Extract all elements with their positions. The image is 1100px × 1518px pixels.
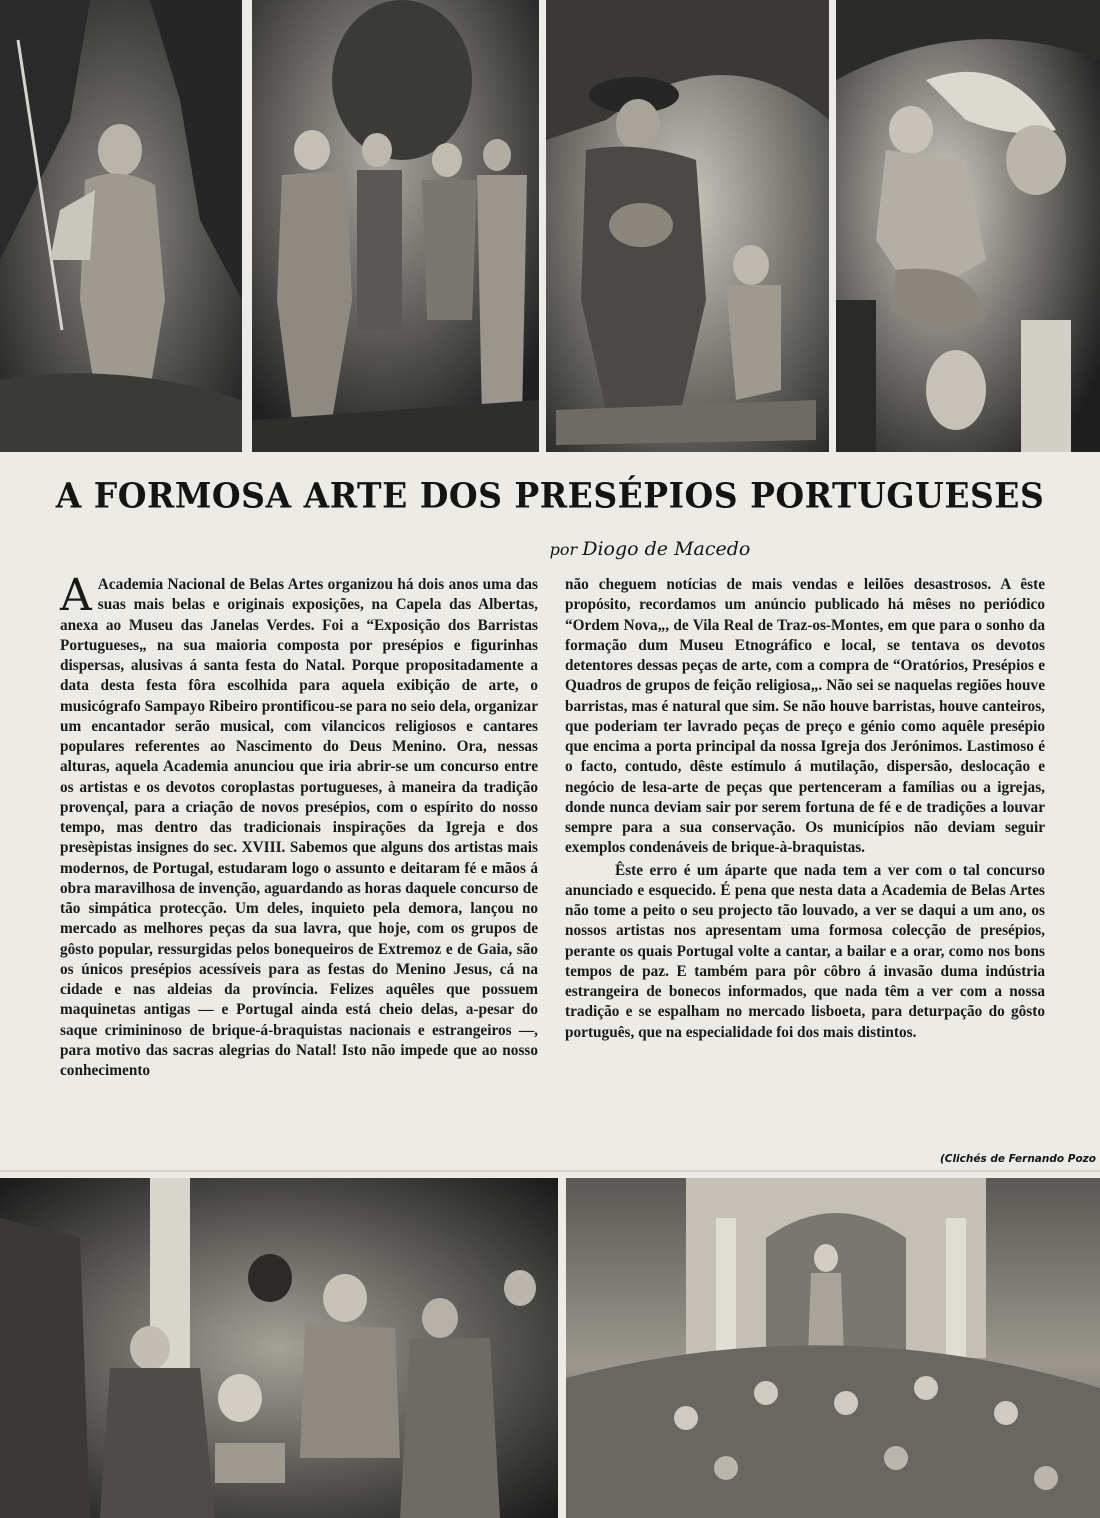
photo-nativity-scene-crowd — [566, 1178, 1100, 1518]
photo-musicians-procession — [252, 0, 539, 452]
byline — [420, 538, 880, 560]
photo-shepherd-in-grotto — [0, 0, 242, 452]
article-column-1 — [60, 570, 538, 1081]
photo-shepherd-graphic — [0, 0, 242, 452]
column2-paragraph-2: Êste erro é um áparte que nada tem a ver com o tal concurso anunciado e esquecido. É pena que nesta data a Academia de Belas Artes não tome a peito o seu projecto tão louvado, a ver se daqui a um ano, os nossos artistas nos apresentam uma formosa colecção de presépios, perante os quais Portugal volte a cantar, a bailar e a orar, como nos bons tempos de paz. E também para pôr côbro á invasão duma indústria estrangeira de bonecos informados, que nada têm a ver com a nossa tradição e se espalham no mercado lisboeta, para deturpação do gôsto português, que na especialidade foi dos mais distintos. — [565, 861, 1045, 1041]
article-column-2 — [565, 575, 1045, 1043]
column1-paragraph-1-text: Academia Nacional de Belas Artes organizou há dois anos uma das suas mais belas e originais exposições, na Capela das Albertas, anexa ao Museu das Janelas Verdes. Foi a “Exposição dos Barristas Portugueses„ na sua maioria composta por presépios e figurinhas dispersas, alusivas á santa festa do Natal. Porque propositadamente a data desta festa fôra escolhida para aquela exibição de arte, o musicógrafo Sampayo Ribeiro prontificou-se para no seio dela, organizar um encantador serão musical, com vilancicos religiosos e cantares populares referentes ao Nascimento do Deus Menino. Ora, nessas alturas, aquela Academia anunciou que iria abrir-se um concurso entre os artistas e os devotos coroplastas portugueses, à maneira da tradição provençal, para a criação de novos presépios, com o espírito do nosso tempo, mas dentro das tradicionais inspirações da Igreja e dos presèpistas insignes do sec. XVIII. Sabemos que alguns dos artistas mais modernos, de Portugal, estudaram logo o assunto e deitaram fé e mãos á obra maravilhosa de invenção, aguardando as horas daquele concurso de tão simpática protecção. Um deles, inquieto pela demora, lançou no mercado as melhores peças da sua lavra, que hoje, com os grupos de gôsto popular, ressurgidas pelos bonequeiros de Extremoz e de Gaia, são os únicos presépios acessíveis para as festas do Menino Jesus, cá na cidade e nas aldeias da província. Felizes aquêles que possuem maquinetas antigas — e Portugal ainda está cheio delas, a-pesar do saque crimininoso de brique-á-braquistas nacionais e estrangeiros —, para motivo das sacras alegrias do Natal! Isto não impede que ao nosso conhecimento — [60, 576, 538, 1079]
column2-paragraph-1: não cheguem notícias de mais vendas e leilões desastrosos. A êste propósito, recordamos um anúncio publicado há mêses no periódico “Ordem Nova„, de Vila Real de Traz-os-Montes, em que para o sonho da formação dum Museu Etnográfico e local, se tentava os devotos detentores dessas peças de arte, com a compra de “Oratórios, Presépios e Quadros de grupos de feição religiosa„. Não sei se naquelas regiões houve barristas, mas é natural que sim. Se não houve barristas, houve canteiros, que poderiam ter lavrado peças de preço e génio como aquêle presépio que encima a porta principal da nossa Igreja dos Jerónimos. Lastimoso é o facto, contudo, dêste estímulo á mutilação, dispersão, deslocação e negócio de lesa-arte de peças que pertenceram a famílias ou a igrejas, donde nunca deviam sair por serem fortuna de fé e de tradições a louvar sempre para a sua conservação. Os municípios não deviam seguir exemplos condenáveis de brique-à-braquistas. — [565, 576, 1045, 857]
photo-blind-musician-and-boy — [546, 0, 829, 452]
photo-nativity-graphic — [566, 1178, 1100, 1518]
photo-magi-graphic — [0, 1178, 558, 1518]
column1-paragraph-1 — [60, 570, 538, 1081]
photo-blind-musician-graphic — [546, 0, 829, 452]
byline-author: Diogo de Macedo — [582, 538, 751, 560]
photo-musicians-graphic — [252, 0, 539, 452]
article-title: A FORMOSA ARTE DOS PRESÉPIOS PORTUGUESES — [55, 475, 1045, 516]
photo-angel-and-cherubs — [836, 0, 1100, 452]
photo-magi-adoration — [0, 1178, 558, 1518]
drop-cap: A — [60, 570, 92, 621]
byline-prefix: por — [549, 540, 578, 559]
photo-angel-graphic — [836, 0, 1100, 452]
divider — [0, 1170, 1100, 1172]
photo-credit: (Clichés de Fernando Pozo — [939, 1153, 1096, 1165]
